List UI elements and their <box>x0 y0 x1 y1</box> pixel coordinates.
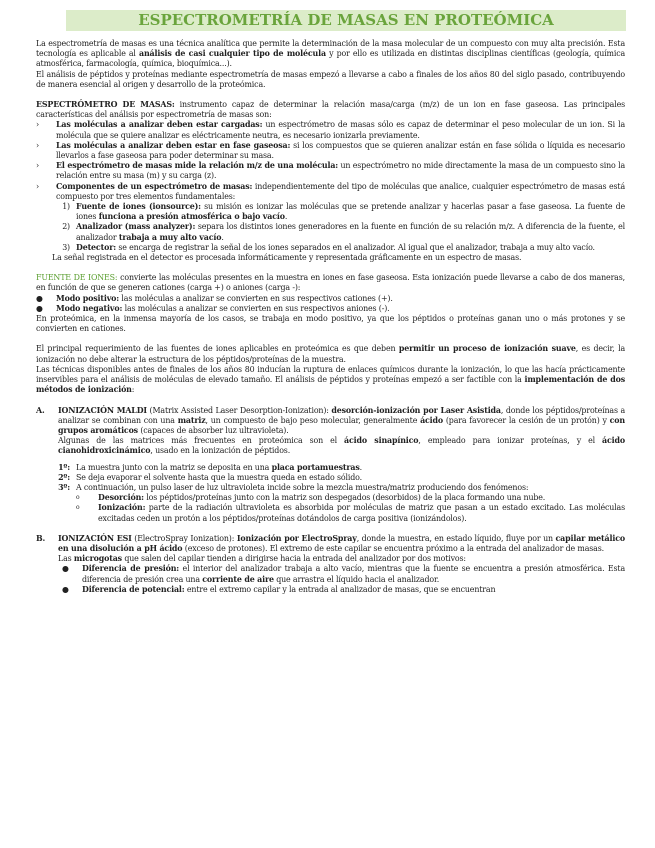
component-item: 1) Fuente de iones (ionsource): su misión es ionizar las moléculas que se pretende analizar y hacerlas pasar a fase gaseosa. La fuente de iones funciona a presión atmosférica o bajo vacío. <box>62 202 625 222</box>
requirement-paragraph-2: Las técnicas disponibles antes de finales de los años 80 inducían la ruptura de enlaces químicos durante la ionización, lo que las hacía prácticamente inservibles para el análisis de moléculas de elevado tamaño. El análisis de péptidos y proteínas empezó a ser factible con la implementación de dos métodos de ionización: <box>36 364 625 395</box>
arrow-icon: › <box>36 181 40 191</box>
list-item: › El espectrómetro de masas mide la relación m/z de una molécula: un espectrómetro no mide directamente la masa de un compuesto sino la relación entre su masa (m) y su carga (z). <box>36 161 626 181</box>
arrow-icon: › <box>36 140 40 150</box>
step-item: 1º: La muestra junto con la matriz se deposita en una placa portamuestras. <box>58 462 362 472</box>
list-item: ● Diferencia de presión: el interior del analizador trabaja a alto vacío, mientras que la fuente se encuentra a presión atmosférica. Esta diferencia de presión crea una corriente de aire que arrastra el líquido hacia el analizador. <box>62 564 625 584</box>
arrow-icon: › <box>36 161 40 171</box>
intro-paragraph: La espectrometría de masas es una técnica analítica que permite la determinación de la masa molecular de un compuesto con muy alta precisión. Esta tecnología es aplicable al análisis de casi cualquier tipo de molécula y por ello es utilizada en distintas disciplinas científicas (geología, química atmosférica, farmacología, química, bioquímica...). <box>36 39 626 69</box>
circle-bullet-icon: o <box>76 504 80 512</box>
bullet-icon: ● <box>36 293 43 303</box>
circle-bullet-icon: o <box>76 494 80 502</box>
spectrometer-definition: ESPECTRÓMETRO DE MASAS: instrumento capaz de determinar la relación masa/carga (m/z) de un ion en fase gaseosa. Las principales características del análisis por espectrometría de masas son: <box>36 100 625 120</box>
maldi-matrices: Algunas de las matrices más frecuentes en proteómica son el ácido sinapínico, empleado para ionizar proteínas, y el ácido cianohidroxicinámico, usado en la ionización de péptidos. <box>58 436 625 456</box>
step-item: 3º: A continuación, un pulso laser de luz ultravioleta incide sobre la mezcla muestra/matriz produciendo dos fenómenos: <box>58 482 529 492</box>
arrow-icon: › <box>36 120 40 130</box>
list-item: ● Modo negativo: las moléculas a analizar se convierten en sus respectivos aniones (-). <box>36 303 390 313</box>
bullet-icon: ● <box>62 584 69 594</box>
phenomenon-item: o Ionización: parte de la radiación ultravioleta es absorbida por moléculas de matriz que pasan a un estado excitado. Las moléculas excitadas ceden un protón a los péptidos/proteínas dotándolos de carga positiva (ionizándolos). <box>76 503 625 523</box>
step-item: 2º: Se deja evaporar el solvente hasta que la muestra queda en estado sólido. <box>58 472 362 482</box>
component-item: 2) Analizador (mass analyzer): separa los distintos iones generadores en la fuente en función de su relación m/z. A diferencia de la fuente, el analizador trabaja a muy alto vacío. <box>62 222 626 242</box>
list-item: ● Modo positivo: las moléculas a analizar se convierten en sus respectivos cationes (+). <box>36 293 393 303</box>
phenomenon-item: o Desorción: los péptidos/proteínas junto con la matriz son despegados (desorbidos) de la placa formando una nube. <box>76 493 546 503</box>
signal-note: La señal registrada en el detector es procesada informáticamente y representada gráficamente en un espectro de masas. <box>52 253 522 263</box>
ion-source-definition: FUENTE DE IONES: convierte las moléculas presentes en la muestra en iones en fase gaseosa. Esta ionización puede llevarse a cabo de dos maneras, en función de que se generen cationes (carga +) o aniones (carga -): <box>36 273 625 293</box>
list-item: ● Diferencia de potencial: entre el extremo capilar y la entrada al analizador de masas, que se encuentran <box>62 584 496 594</box>
list-item: › Componentes de un espectrómetro de masas: independientemente del tipo de moléculas que analice, cualquier espectrómetro de masas está compuesto por tres elementos fundamentales: <box>36 181 625 201</box>
esi-microdrops: Las microgotas que salen del capilar tienden a dirigirse hacia la entrada del analizador por dos motivos: <box>58 554 466 564</box>
esi-section: B. IONIZACIÓN ESI (ElectroSpray Ionization): Ionización por ElectroSpray, donde la muestra, en estado líquido, fluye por un capilar metálico en una disolución a pH ácido (exceso de protones). El extremo de este capilar se encuentra próximo a la entrada del analizador de masas. <box>36 533 625 553</box>
list-item: › Las moléculas a analizar deben estar cargadas: un espectrómetro de masas sólo es capaz de determinar el peso molecular de un ion. Si la molécula que se quiere analizar es eléctricamente neutra, es necesario ionizarla previamente. <box>36 120 625 140</box>
bullet-icon: ● <box>36 303 43 313</box>
page-title: ESPECTROMETRÍA DE MASAS EN PROTEÓMICA <box>66 10 626 31</box>
bullet-icon: ● <box>62 564 69 574</box>
requirement-paragraph: El principal requerimiento de las fuentes de iones aplicables en proteómica es que deben permitir un proceso de ionización suave, es decir, la ionización no debe alterar la estructura de los péptidos/proteínas de la muestra. <box>36 344 626 364</box>
list-item: › Las moléculas a analizar deben estar en fase gaseosa: si los compuestos que se quieren analizar están en fase sólida o líquida es necesario llevarlos a fase gaseosa para poder determinar su masa. <box>36 140 626 161</box>
section-label: FUENTE DE IONES: <box>36 273 118 283</box>
maldi-section: A. IONIZACIÓN MALDI (Matrix Assisted Laser Desorption-Ionization): desorción-ionización por Laser Asistida, donde los péptidos/proteínas a analizar se combinan con una matriz, un compuesto de bajo peso molecular, generalmente ácido (para favorecer la cesión de un protón) y con grupos aromáticos (capaces de absorber luz ultravioleta). <box>36 405 626 435</box>
proteomics-note: En proteómica, en la inmensa mayoría de los casos, se trabaja en modo positivo, ya que los péptidos o proteínas ganan uno o más protones y se convierten en cationes. <box>36 314 625 334</box>
component-item: 3) Detector: se encarga de registrar la señal de los iones separados en el analizador. Al igual que el analizador, trabaja a muy alto vacío. <box>62 242 595 252</box>
intro-paragraph-2: El análisis de péptidos y proteínas mediante espectrometría de masas empezó a llevarse a cabo a finales de los años 80 del siglo pasado, contribuyendo de manera esencial al origen y desarrollo de la proteómica. <box>36 69 625 89</box>
